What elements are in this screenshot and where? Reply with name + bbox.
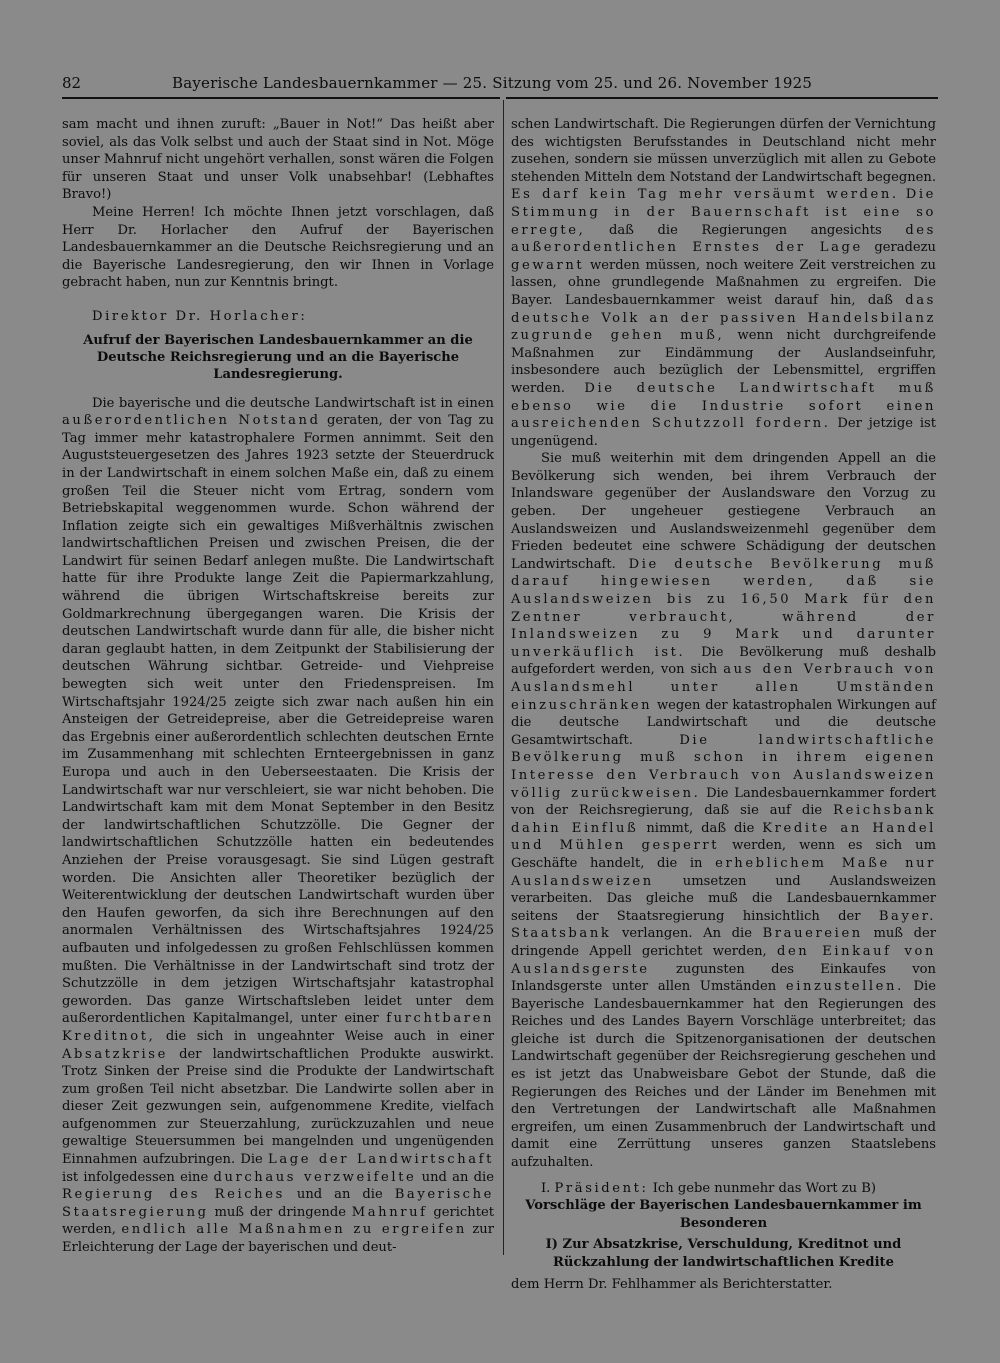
section-heading: Vorschläge der Bayerischen Landesbauernkammer im Besonderen	[525, 1198, 922, 1231]
speaker-label: Direktor Dr. Horlacher:	[92, 308, 308, 324]
page-header	[62, 73, 942, 95]
header-rule-right	[506, 97, 938, 99]
appeal-heading: Aufruf der Bayerischen Landesbauernkammer an die Deutsche Reichsregierung und an die Bayerische Landesregierung.	[83, 332, 473, 382]
right-column	[511, 116, 936, 1293]
left-column	[62, 116, 494, 1257]
paragraph: schen Landwirtschaft. Die Regierungen dürfen der Vernichtung des wichtigsten Berufsstandes in Deutschland nicht mehr zusehen, sondern sie müssen unverzüglich mit allen zu Gebote stehenden Mitteln dem Notstand der Landwirtschaft begegnen. Es darf kein Tag mehr versäumt werden. Die Stimmung in der Bauernschaft ist eine so erregte, daß die Regierungen angesichts des außerordentlichen Ernstes der Lage geradezu gewarnt werden müssen, noch weitere Zeit verstreichen zu lassen, ohne grundlegende Maßnahmen zu ergreifen. Die Bayer. Landesbauernkammer weist darauf hin, daß das deutsche Volk an der passiven Handelsbilanz zugrunde gehen muß, wenn nicht durchgreifende Maßnahmen zur Eindämmung der Auslandseinfuhr, insbesondere auch bezüglich der Lebensmittel, ergriffen werden. Die deutsche Landwirtschaft muß ebenso wie die Industrie sofort einen ausreichenden Schutzzoll fordern. Der jetzige ist ungenügend.	[511, 117, 936, 449]
header-rule-left	[62, 97, 500, 99]
paragraph: sam macht und ihnen zuruft: „Bauer in Not!“ Das heißt aber soviel, als das Volk selbst und auch der Staat sind in Not. Möge unser Mahnruf nicht ungehört verhallen, sonst wären die Folgen für unseren Staat und unser Volk unabsehbar! (Lebhaftes Bravo!)	[62, 117, 494, 203]
paragraph: Sie muß weiterhin mit dem dringenden Appell an die Bevölkerung sich wenden, bei ihrem Verbrauch der Inlandsware gegenüber der Auslandsware den Vorzug zu geben. Der ungeheuer gestiegene Verbrauch an Auslandsweizen und Auslandsweizenmehl gegenüber dem Frieden bedeutet eine schwere Schädigung der deutschen Landwirtschaft. Die deutsche Bevölkerung muß darauf hingewiesen werden, daß sie Auslandsweizen bis zu 16,50 Mark für den Zentner verbraucht, während der Inlandsweizen zu 9 Mark und darunter unverkäuflich ist. Die Bevölkerung muß deshalb aufgefordert werden, von sich aus den Verbrauch von Auslandsmehl unter allen Umständen einzuschränken wegen der katastrophalen Wirkungen auf die deutsche Landwirtschaft und die deutsche Gesamtwirtschaft. Die landwirtschaftliche Bevölkerung muß schon in ihrem eigenen Interesse den Verbrauch von Auslandsweizen völlig zurückweisen. Die Landesbauernkammer fordert von der Reichsregierung, daß sie auf die Reichsbank dahin Einfluß nimmt, daß die Kredite an Handel und Mühlen gesperrt werden, wenn es sich um Geschäfte handelt, die in erheblichem Maße nur Auslandsweizen umsetzen und Auslandsweizen verarbeiten. Das gleiche muß die Landesbauernkammer seitens der Staatsregierung hinsichtlich der Bayer. Staatsbank verlangen. An die Brauereien muß der dringende Appell gerichtet werden, den Einkauf von Auslandsgerste zugunsten des Einkaufes von Inlandsgerste unter allen Umständen einzustellen. Die Bayerische Landesbauernkammer hat den Regierungen des Reiches und des Landes Bayern Vorschläge unterbreitet; das gleiche ist durch die Spitzenorganisationen der deutschen Landwirtschaft gegenüber der Reichsregierung geschehen und es ist jetzt das Unabweisbare Gebot der Stunde, daß die Regierungen des Reiches und der Länder im Benehmen mit den Vertretungen der Landwirtschaft alle Maßnahmen ergreifen, um einen Zusammenbruch der Landwirtschaft und damit eine Zerrüttung unseres ganzen Staatslebens aufzuhalten.	[511, 451, 937, 1171]
page-number: 82	[62, 74, 82, 92]
paragraph: dem Herrn Dr. Fehlhammer als Berichterstatter.	[511, 1276, 833, 1292]
paragraph: Meine Herren! Ich möchte Ihnen jetzt vorschlagen, daß Herr Dr. Horlacher den Aufruf der Bayerischen Landesbauernkammer an die Deutsche Reichsregierung und an die Bayerische Landesregierung, den wir Ihnen in Vorlage gebracht haben, nun zur Kenntnis bringt.	[62, 204, 494, 291]
column-divider	[503, 100, 504, 1255]
paragraph: Die bayerische und die deutsche Landwirtschaft ist in einen außerordentlichen Notstand geraten, der von Tag zu Tag immer mehr katastrophalere Formen annimmt. Seit den Auguststeuergesetzen des Jahres 1923 setzte der Steuerdruck in der Landwirtschaft in einem solchen Maße ein, daß zu einem großen Teil die Steuer nicht vom Ertrag, sondern vom Betriebskapital weggenommen wurde. Schon während der Inflation zeigte sich ein gewaltiges Mißverhältnis zwischen landwirtschaftlichen Preisen und zwischen Preisen, die der Landwirt für seinen Bedarf anlegen mußte. Die Landwirtschaft hatte für ihre Produkte lange Zeit die Papiermarkzahlung, während die übrigen Wirtschaftskreise bereits zur Goldmarkrechnung übergegangen waren. Die Krisis der deutschen Landwirtschaft wurde dann für alle, die bisher nicht daran geglaubt hatten, in dem Zeitpunkt der Stabilisierung der deutschen Währung sichtbar. Getreide- und Viehpreise bewegten sich weit unter den Friedenspreisen. Im Wirtschaftsjahr 1924/25 zeigte sich zwar nach außen hin ein Ansteigen der Getreidepreise, aber die Getreidepreise waren das Ergebnis einer außerordentlich schlechten deutschen Ernte im Zusammenhang mit schlechten Ernteergebnissen in ganz Europa und auch in den Ueberseestaaten. Die Krisis der Landwirtschaft war nur verschleiert, sie war nicht behoben. Die Landwirtschaft kam mit dem Monat September in den Besitz der landwirtschaftlichen Schutzzölle. Die Gegner der landwirtschaftlichen Schutzzölle hatten ein bedeutendes Anziehen der Preise vorausgesagt. Sie sind Lügen gestraft worden. Die Ansichten aller Theoretiker bezüglich der Weiterentwicklung der deutschen Landwirtschaft wurden über den Haufen geworfen, da sich ihre Berechnungen auf den anormalen Verhältnissen des Wirtschaftsjahres 1924/25 aufbauten und infolgedessen zu großen Fehlschlüssen kommen mußten. Die Verhältnisse in der Landwirtschaft sind trotz der Schutzzölle in dem jetzigen Wirtschaftsjahr katastrophal geworden. Das ganze Wirtschaftsleben leidet unter dem außerordentlichen Kapitalmangel, unter einer furchtbaren Kreditnot, die sich in ungeahnter Weise auch in einer Absatzkrise der landwirtschaftlichen Produkte auswirkt. Trotz Sinken der Preise sind die Produkte der Landwirtschaft zum großen Teil nicht absetzbar. Die Landwirte sollen aber in dieser Zeit gezwungen sein, aufgenommene Kredite, vielfach aufgenommen zur Steuerzahlung, zurückzuzahlen und neue gewaltige Steuersummen bei mangelnden und ungenügenden Einnahmen aufzubringen. Die Lage der Landwirtschaft ist infolgedessen eine durchaus verzweifelte und an die Regierung des Reiches und an die Bayerische Staatsregierung muß der dringende Mahnruf gerichtet werden, endlich alle Maßnahmen zu ergreifen zur Erleichterung der Lage der bayerischen und deut-	[62, 395, 495, 1256]
subsection-heading: I) Zur Absatzkrise, Verschuldung, Kreditnot und Rückzahlung der landwirtschaftlichen Kredite	[545, 1237, 902, 1270]
paragraph: I. Präsident: Ich gebe nunmehr das Wort zu B)	[541, 1180, 876, 1196]
running-title: Bayerische Landesbauernkammer — 25. Sitzung vom 25. und 26. November 1925	[172, 74, 813, 92]
